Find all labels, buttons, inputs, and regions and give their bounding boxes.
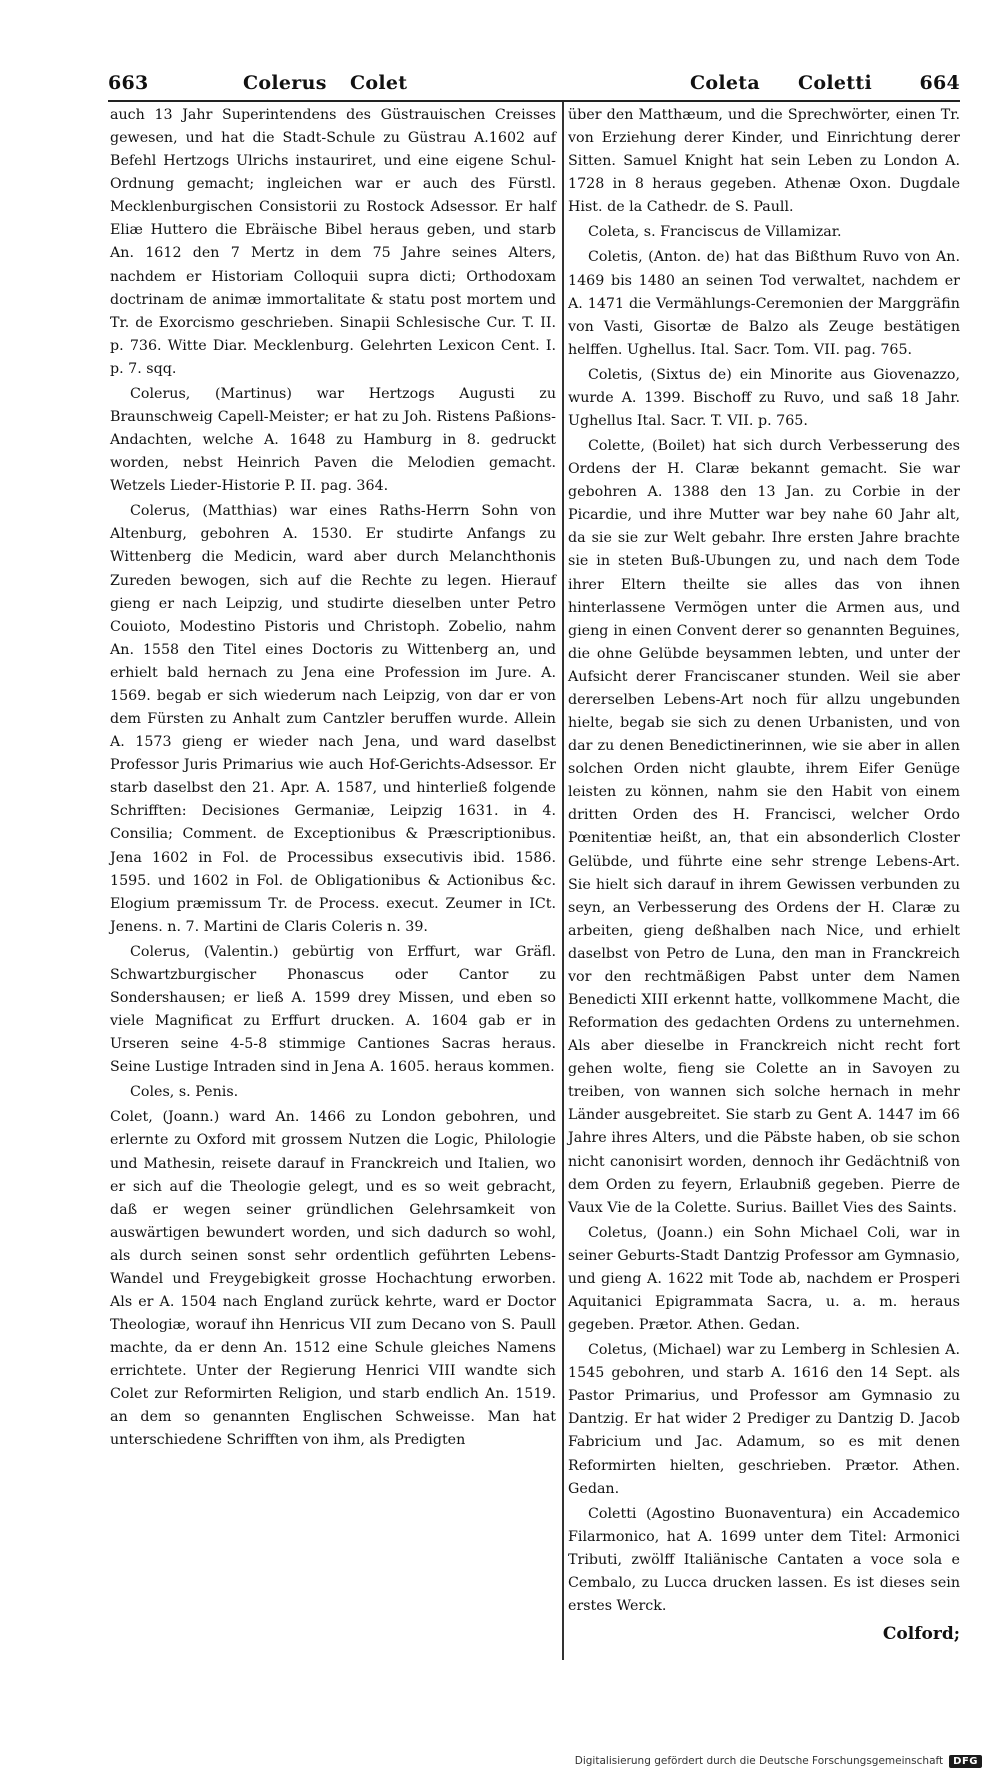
running-header <box>108 62 960 102</box>
entry-colet-joann: Colet, (Joann.) ward An. 1466 zu London gebohren, und erlernte zu Oxford mit grossem Nutzen die Logic, Philologie und Mathesin, reisete darauf in Franckreich und Italien, wo er sich auf die Theologie gelegt, und es so weit gebracht, daß er wegen seiner gründlichen Gelehrsamkeit von auswärtigen bewundert worden, und sich dadurch so wohl, als durch seinen sonst sehr ordentlich geführten Lebens-Wandel und Freygebigkeit grosse Hochachtung erworben. Als er A. 1504 nach England zurück kehrte, ward er Doctor Theologiæ, worauf ihn Henricus VII zum Decano von S. Paull machte, da er denn An. 1512 eine Schule gleiches Namens errichtete. Unter der Regierung Henrici VIII wandte sich Colet zur Reformirten Religion, und starb endlich An. 1519. an dem so genannten Englischen Schweisse. Man hat unterschiedene Schrifften von ihm, als Predigten <box>110 1109 556 1449</box>
entry-colerus-valentin: Colerus, (Valentin.) gebürtig von Erffurt, war Gräfl. Schwartzburgischer Phonascus oder Cantor zu Sondershausen; er ließ A. 1599 drey Missen, und eben so viele Magnificat zu Erffurt drucken. A. 1604 gab er in Urseren seine 4-5-8 stimmige Cantiones Sacras heraus. Seine Lustige Intraden sind in Jena A. 1605. heraus kommen. <box>110 943 556 1076</box>
entry-coletis-anton: Coletis, (Anton. de) hat das Bißthum Ruvo von An. 1469 bis 1480 an seinen Tod verwaltet, nachdem er A. 1471 die Vermählungs-Ceremonien der Marggräfin von Vasti, Gisortæ de Balzo als Zeuge bestätigen helffen. Ughellus. Ital. Sacr. Tom. VII. pag. 765. <box>568 249 960 358</box>
entry-coletus-michael: Coletus, (Michael) war zu Lemberg in Schlesien A. 1545 gebohren, und starb A. 1616 den 14 Sept. als Pastor Primarius, und Professor am Gymnasio zu Dantzig. Er hat wider 2 Prediger zu Dantzig D. Jacob Fabricium und Jac. Adamum, so es mit denen Reformirten hielten, geschrieben. Prætor. Athen. Gedan. <box>568 1342 960 1497</box>
entry-coletus-joann: Coletus, (Joann.) ein Sohn Michael Coli, war in seiner Geburts-Stadt Dantzig Professor am Gymnasio, und gieng A. 1622 mit Tode ab, nachdem er Prosperi Aquitanici Epigrammata Sacra, u. a. m. heraus gegeben. Prætor. Athen. Gedan. <box>568 1224 960 1334</box>
headword-left-first: Colerus <box>243 72 327 94</box>
dfg-logo: DFG <box>949 1755 982 1768</box>
entry-colet-continued: über den Matthæum, und die Sprechwörter, einen Tr. von Erziehung derer Kinder, und Einrichtung derer Sitten. Samuel Knight hat sein Leben zu London A. 1728 in 8 heraus gegeben. Athenæ Oxon. Dugdale Hist. de la Cathedr. de S. Paull. <box>568 107 960 216</box>
entry-colette: Colette, (Boilet) hat sich durch Verbesserung des Ordens der H. Claræ bekannt gemacht. Sie war gebohren A. 1388 den 13 Jan. zu Corbie in der Picardie, und ihre Mutter war bey nahe 60 Jahr alt, da sie sie zur Welt gebahr. Ihre ersten Jahre brachte sie in steten Buß-Ubungen zu, und nach dem Tode ihrer Eltern theilte sie alles das von ihnen hinterlassene Vermögen unter die Armen aus, und gieng in einen Convent derer so genannten Beguines, die ohne Gelübde beysammen lebten, und unter der Aufsicht derer Franciscaner stunden. Weil sie aber dererselben Lebens-Art noch für allzu ungebunden hielte, begab sie sich zu denen Urbanisten, und von dar zu denen Benedictinerinnen, wie sie aber in allen solchen Orden nicht glaubte, ihrem Eifer Genüge leisten zu können, nahm sie den Habit von einem dritten Orden des H. Francisci, welcher Ordo Pœnitentiæ heißt, an, that ein absonderlich Closter Gelübde, und führte eine sehr strenge Lebens-Art. Sie hielt sich darauf in ihrem Gewissen verbunden zu seyn, an Verbesserung des Ordens der H. Claræ zu arbeiten, gieng deßhalben nach Nice, und erhielt daselbst von Petro de Luna, den man in Franckreich vor den rechtmäßigen Pabst unter dem Namen Benedicti XIII erkennt hatte, vollkommene Macht, die Reformation des gedachten Ordens zu unternehmen. Als aber dieselbe in Franckreich nicht recht fort gehen wolte, fieng sie Colette an in Savoyen zu treiben, von wannen sich solche hernach in mehr Länder ausgebreitet. Sie starb zu Gent A. 1447 im 66 Jahre ihres Alters, und die Päbste haben, ob sie schon nicht canonisirt worden, dennoch ihr Gedächtniß von dem Orden zu feyern, Erlaubniß gegeben. Pierre de Vaux Vie de la Colette. Surius. Baillet Vies des Saints. <box>568 438 960 1216</box>
entry-coleta: Coleta, s. Franciscus de Villamizar. <box>588 224 842 241</box>
right-column <box>568 104 960 1618</box>
page-number-left: 663 <box>108 72 149 94</box>
entry-colerus-martinus: Colerus, (Martinus) war Hertzogs Augusti zu Braunschweig Capell-Meister; er hat zu Joh. Ristens Paßions-Andachten, welche A. 1648 zu Hamburg in 8. gedruckt worden, nebst Heinrich Paven die Melodien gemacht. Wetzels Lieder-Historie P. II. pag. 364. <box>110 385 556 495</box>
left-column <box>110 104 556 1453</box>
headword-left-last: Colet <box>350 72 408 94</box>
entry-coletti: Coletti (Agostino Buonaventura) ein Accademico Filarmonico, hat A. 1699 unter dem Titel: Armonici Tributi, zwölff Italiänische Cantaten a voce sola e Cembalo, zu Lucca drucken lassen. Es ist dieses sein erstes Werck. <box>568 1505 960 1614</box>
column-divider <box>562 102 564 1660</box>
headword-right-first: Coleta <box>690 72 760 94</box>
headword-right-last: Coletti <box>798 72 872 94</box>
footer-credit: Digitalisierung gefördert durch die Deutsche Forschungsgemeinschaft <box>574 1755 944 1767</box>
page-number-right: 664 <box>919 72 960 94</box>
header-rule <box>108 100 960 102</box>
digitization-footer <box>575 1752 982 1770</box>
catchword: Colford; <box>882 1624 960 1644</box>
entry-colerus-continued: auch 13 Jahr Superintendens des Güstrauischen Creisses gewesen, und hat die Stadt-Schule zu Güstrau A.1602 auf Befehl Hertzogs Ulrichs instauriret, und eine eigene Schul-Ordnung gemacht; ingleichen war er auch des Fürstl. Mecklenburgischen Consistorii zu Rostock Adsessor. Er half Eliæ Huttero die Ebräische Bibel heraus geben, und starb An. 1612 den 7 Mertz in dem 75 Jahre seines Alters, nachdem er Historiam Colloquii supra dicti; Orthodoxam doctrinam de animæ immortalitate & statu post mortem und Tr. de Exorcismo geschrieben. Sinapii Schlesische Cur. T. II. p. 736. Witte Diar. Mecklenburg. Gelehrten Lexicon Cent. I. p. 7. sqq. <box>110 107 556 377</box>
entry-coletis-sixtus: Coletis, (Sixtus de) ein Minorite aus Giovenazzo, wurde A. 1399. Bischoff zu Ruvo, und saß 18 Jahr. Ughellus Ital. Sacr. T. VII. p. 765. <box>568 366 960 430</box>
entry-coles: Coles, s. Penis. <box>130 1084 239 1101</box>
entry-colerus-matthias: Colerus, (Matthias) war eines Raths-Herrn Sohn von Altenburg, gebohren A. 1530. Er studirte Anfangs zu Wittenberg die Medicin, ward aber durch Melanchthonis Zureden bewogen, sich auf die Rechte zu legen. Hierauf gieng er nach Leipzig, und studirte dieselben unter Petro Couioto, Modestino Pistoris und Christoph. Zobelio, nahm An. 1558 den Titel eines Doctoris zu Wittenberg an, und erhielt bald hernach zu Jena eine Profession im Jure. A. 1569. begab er sich wiederum nach Leipzig, von dar er von dem Fürsten zu Anhalt zum Cantzler beruffen wurde. Allein A. 1573 gieng er wieder nach Jena, und ward daselbst Professor Juris Primarius wie auch Hof-Gerichts-Adsessor. Er starb daselbst den 21. Apr. A. 1587, und hinterließ folgende Schrifften: Decisiones Germaniæ, Leipzig 1631. in 4. Consilia; Comment. de Exceptionibus & Præscriptionibus. Jena 1602 in Fol. de Processibus exsecutivis ibid. 1586. 1595. und 1602 in Fol. de Obligationibus & Actionibus &c. Elogium præmissum Tr. de Process. execut. Zeumer in ICt. Jenens. n. 7. Martini de Claris Coleris n. 39. <box>110 503 556 935</box>
